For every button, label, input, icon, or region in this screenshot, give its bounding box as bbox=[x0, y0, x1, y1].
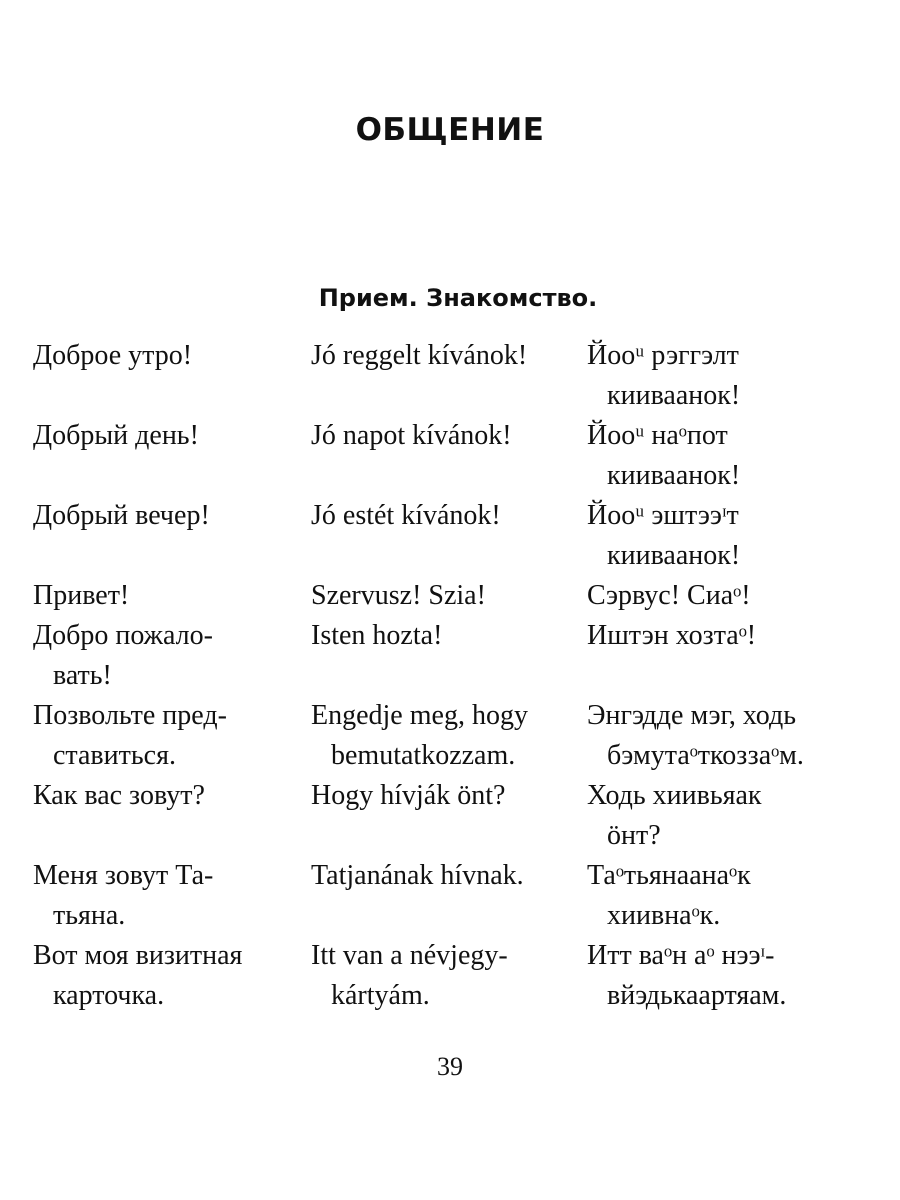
hungarian-phrase: Jó reggelt kívánok! bbox=[311, 340, 528, 371]
hungarian-phrase: Itt van a névjegy- kártyám. bbox=[311, 940, 508, 1011]
transcription: Иштэн хозтаᵒ! bbox=[587, 620, 757, 651]
transcription: Йооᵘ эштээᶦт кииваанок! bbox=[587, 500, 741, 571]
transcription: Энгэдде мэг, ходь бэмутаᵒткоззаᵒм. bbox=[587, 700, 804, 771]
phrase-row bbox=[33, 696, 873, 776]
page-title: ОБЩЕНИЕ bbox=[355, 112, 545, 148]
transcription: Таᵒтьянаанаᵒк хиивнаᵒк. bbox=[587, 860, 751, 931]
hungarian-phrase: Engedje meg, hogy bemutatkozzam. bbox=[311, 700, 528, 771]
page-number: 39 bbox=[437, 1052, 463, 1081]
russian-phrase: Как вас зовут? bbox=[33, 780, 205, 811]
russian-phrase: Добро пожало- вать! bbox=[33, 620, 213, 691]
hungarian-phrase: Szervusz! Szia! bbox=[311, 580, 486, 611]
section-title: Прием. Знакомство. bbox=[318, 284, 598, 312]
hungarian-phrase: Isten hozta! bbox=[311, 620, 443, 651]
transcription: Йооᵘ наᵒпот кииваанок! bbox=[587, 420, 741, 491]
transcription: Итт ваᵒн аᵒ нээᶦ- вйэдькаартяам. bbox=[587, 940, 787, 1011]
phrase-row bbox=[33, 936, 873, 1016]
russian-phrase: Вот моя визитная карточка. bbox=[33, 940, 243, 1011]
russian-phrase: Позвольте пред- ставиться. bbox=[33, 700, 227, 771]
phrase-table bbox=[33, 336, 873, 1016]
russian-phrase: Добрый день! bbox=[33, 420, 199, 451]
phrase-row bbox=[33, 496, 873, 576]
transcription: Ходь хиивьяак öнт? bbox=[587, 780, 762, 851]
transcription: Сэрвус! Сиаᵒ! bbox=[587, 580, 751, 611]
phrase-row bbox=[33, 776, 873, 856]
hungarian-phrase: Hogy hívják önt? bbox=[311, 780, 506, 811]
phrase-row bbox=[33, 416, 873, 496]
phrase-row bbox=[33, 336, 873, 416]
transcription: Йооᵘ рэггэлт кииваанок! bbox=[587, 340, 741, 411]
phrase-row bbox=[33, 856, 873, 936]
russian-phrase: Привет! bbox=[33, 580, 130, 611]
hungarian-phrase: Jó napot kívánok! bbox=[311, 420, 512, 451]
phrase-row bbox=[33, 616, 873, 696]
russian-phrase: Меня зовут Та- тьяна. bbox=[33, 860, 214, 931]
russian-phrase: Добрый вечер! bbox=[33, 500, 210, 531]
russian-phrase: Доброе утро! bbox=[33, 340, 193, 371]
phrase-row bbox=[33, 576, 873, 616]
hungarian-phrase: Tatjanának hívnak. bbox=[311, 860, 524, 891]
hungarian-phrase: Jó estét kívánok! bbox=[311, 500, 501, 531]
